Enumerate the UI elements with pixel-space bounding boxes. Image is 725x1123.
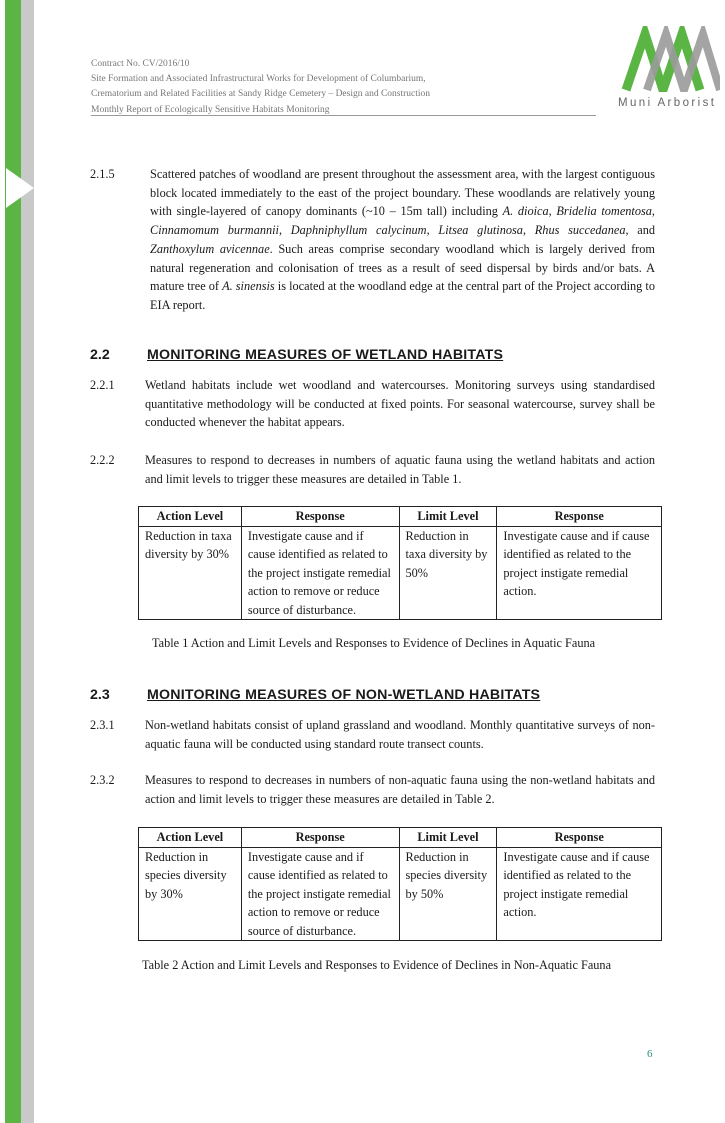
- species-name: Cinnamomum burmannii: [150, 223, 279, 238]
- table-header-row: [139, 828, 662, 848]
- paragraph-text: Non-wetland habitats consist of upland grassland and woodland. Monthly quantitative surveys of non-aquatic fauna will be conducted using standard route transect counts.: [145, 718, 655, 751]
- table-1: [138, 506, 662, 620]
- species-name: Litsea glutinosa: [438, 223, 523, 238]
- column-header-limit-level: Limit Level: [399, 507, 497, 527]
- table-2: [138, 827, 662, 941]
- response-cell: Investigate cause and if cause identified as related to the project instigate remedial action.: [497, 847, 662, 941]
- text-segment: ,: [651, 204, 655, 219]
- section-number: 2.3: [90, 687, 110, 703]
- table-1-caption: Table 1 Action and Limit Levels and Responses to Evidence of Declines in Aquatic Fauna: [152, 636, 596, 650]
- paragraph-text: Measures to respond to decreases in numbers of non-aquatic fauna using the non-wetland habitats and action and limit levels to trigger these measures are detailed in Table 2.: [145, 773, 655, 806]
- species-name: Zanthoxylum avicennae: [150, 241, 270, 256]
- column-header-response: Response: [241, 828, 399, 848]
- limit-level-cell: Reduction in species diversity by 50%: [399, 847, 497, 941]
- column-header-response: Response: [497, 507, 662, 527]
- logo-mark-icon: [620, 26, 720, 92]
- species-name: Rhus succedanea: [534, 223, 626, 238]
- table-row: [139, 847, 662, 941]
- limit-level-cell: Reduction in taxa diversity by 50%: [399, 526, 497, 620]
- table-2-caption: Table 2 Action and Limit Levels and Responses to Evidence of Declines in Non-Aquatic Fauna: [142, 958, 612, 972]
- paragraph-number: 2.2.2: [90, 453, 115, 467]
- header-rule: [91, 115, 596, 116]
- text-segment: ,: [522, 223, 535, 238]
- action-level-cell: Reduction in species diversity by 30%: [139, 847, 242, 941]
- species-name: A. dioica: [502, 204, 549, 219]
- text-segment: . Such areas comprise secondary woodland which is largely derived from natural regeneration and colonisation of trees as a result of seed dispersal by birds and/or bats. A mature tree of: [150, 241, 655, 294]
- company-logo: [618, 26, 724, 109]
- section-title: MONITORING MEASURES OF WETLAND HABITATS: [147, 347, 504, 363]
- column-header-response: Response: [241, 507, 399, 527]
- document-header: [91, 57, 596, 118]
- header-contract-line: Contract No. CV/2016/10: [91, 59, 190, 69]
- paragraph-number: 2.3.2: [90, 773, 115, 787]
- paragraph-text: [150, 165, 655, 315]
- section-number: 2.2: [90, 347, 110, 363]
- text-segment: ,: [548, 204, 557, 219]
- column-header-limit-level: Limit Level: [399, 828, 497, 848]
- table-row: [139, 526, 662, 620]
- response-cell: Investigate cause and if cause identified as related to the project instigate remedial action to remove or reduce source of disturbance.: [241, 847, 399, 941]
- column-header-action-level: Action Level: [139, 507, 242, 527]
- paragraph-number: 2.3.1: [90, 718, 115, 732]
- column-header-action-level: Action Level: [139, 828, 242, 848]
- text-segment: is located at the woodland edge at the central part of the Project according to EIA report.: [150, 279, 655, 312]
- header-report-line: Monthly Report of Ecologically Sensitive Habitats Monitoring: [91, 104, 330, 115]
- paragraph-number: 2.2.1: [90, 378, 115, 392]
- species-name: Daphniphyllum calycinum: [290, 223, 427, 238]
- species-name: A. sinensis: [222, 279, 275, 294]
- column-header-response: Response: [497, 828, 662, 848]
- section-title: MONITORING MEASURES OF NON-WETLAND HABITATS: [147, 687, 541, 703]
- text-segment: Scattered patches of woodland are present throughout the assessment area, with the largest contiguous block located immediately to the east of the project boundary. These woodlands are relatively young with single-layered of canopy dominants (~10 – 15m tall) including: [150, 167, 655, 219]
- action-level-cell: Reduction in taxa diversity by 30%: [139, 526, 242, 620]
- paragraph-number: 2.1.5: [90, 167, 115, 181]
- sidebar-notch: [6, 168, 34, 208]
- page-number: 6: [647, 1048, 653, 1060]
- response-cell: Investigate cause and if cause identified as related to the project instigate remedial action.: [497, 526, 662, 620]
- text-segment: ,: [278, 223, 291, 238]
- logo-text: Muni Arborist: [618, 97, 717, 109]
- paragraph-text: Measures to respond to decreases in numbers of aquatic fauna using the wetland habitats and action and limit levels to trigger these measures are detailed in Table 1.: [145, 453, 655, 486]
- text-segment: , and: [625, 223, 656, 238]
- header-project-line-1: Site Formation and Associated Infrastructural Works for Development of Columbarium,: [91, 74, 426, 85]
- species-name: Bridelia tomentosa: [556, 204, 652, 219]
- table-header-row: [139, 507, 662, 527]
- header-project-line-2: Crematorium and Related Facilities at Sandy Ridge Cemetery – Design and Construction: [91, 89, 431, 100]
- response-cell: Investigate cause and if cause identified as related to the project instigate remedial action to remove or reduce source of disturbance.: [241, 526, 399, 620]
- text-segment: ,: [426, 223, 439, 238]
- paragraph-text: Wetland habitats include wet woodland and watercourses. Monitoring surveys using standardised quantitative methodology will be conducted at fixed points. For seasonal watercourse, survey shall be conducted whenever the habitat appears.: [145, 378, 655, 430]
